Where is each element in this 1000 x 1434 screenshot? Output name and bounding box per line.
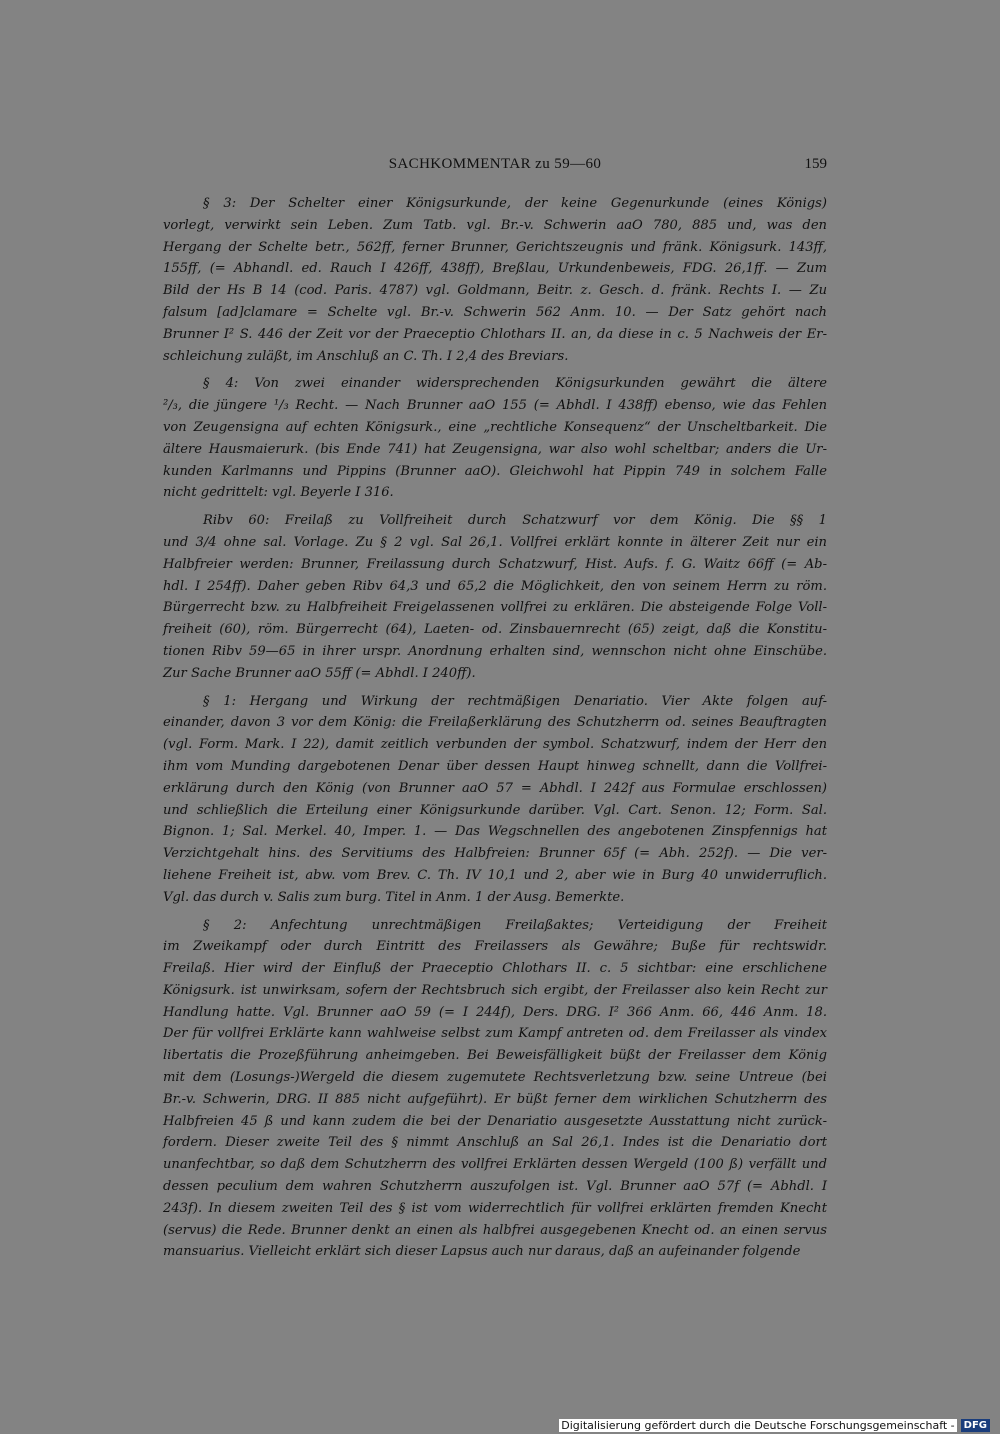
- text-line: 155ff, (= Abhandl. ed. Rauch I 426ff, 438ff), Breßlau, Urkundenbeweis, FDG. 26,1ff. — Zum: [163, 261, 827, 277]
- text-line: § 4: Von zwei einander widersprechenden Königsurkunden gewährt die ältere: [203, 376, 827, 392]
- text-line: liehene Freiheit ist, abw. vom Brev. C. Th. IV 10,1 und 2, aber wie in Burg 40 unwiderruflich.: [163, 867, 827, 883]
- paragraph: [163, 510, 827, 684]
- text-line: freiheit (60), röm. Bürgerrecht (64), Laeten- od. Zinsbauernrecht (65) zeigt, daß die Konstitu-: [163, 622, 827, 638]
- text-line: Der für vollfrei Erklärte kann wahlweise selbst zum Kampf antreten od. dem Freilasser als vindex: [163, 1026, 827, 1042]
- text-line: von Zeugensigna auf echten Königsurk., eine „rechtliche Konsequenz“ der Unscheltbarkeit. Die: [163, 419, 827, 435]
- text-line: Vgl. das durch v. Salis zum burg. Titel in Anm. 1 der Ausg. Bemerkte.: [163, 889, 625, 905]
- text-line: Bignon. 1; Sal. Merkel. 40, Imper. 1. — Das Wegschnellen des angebotenen Zinspfennigs hat: [163, 824, 827, 840]
- page-number: 159: [804, 156, 827, 172]
- text-line: Ribv 60: Freilaß zu Vollfreiheit durch Schatzwurf vor dem König. Die §§ 1: [203, 513, 827, 529]
- text-line: Bild der Hs B 14 (cod. Paris. 4787) vgl. Goldmann, Beitr. z. Gesch. d. fränk. Rechts I. — Zu: [163, 283, 827, 299]
- running-title: SACHKOMMENTAR zu 59—60: [388, 156, 602, 172]
- commentary-body: [163, 193, 827, 1263]
- text-line: im Zweikampf oder durch Eintritt des Freilassers als Gewähre; Buße für rechtswidr.: [163, 939, 827, 955]
- text-line: fordern. Dieser zweite Teil des § nimmt Anschluß an Sal 26,1. Indes ist die Denariatio dort: [163, 1135, 827, 1151]
- text-line: 243f). In diesem zweiten Teil des § ist vom widerrechtlich für vollfrei erklärten fremden Knecht: [163, 1200, 827, 1216]
- text-line: vorlegt, verwirkt sein Leben. Zum Tatb. vgl. Br.-v. Schwerin aaO 780, 885 und, was den: [163, 217, 827, 233]
- text-line: tionen Ribv 59—65 in ihrer urspr. Anordnung erhalten sind, wennschon nicht ohne Einschübe.: [163, 643, 827, 659]
- text-line: dessen peculium dem wahren Schutzherrn auszufolgen ist. Vgl. Brunner aaO 57f (= Abhdl. I: [163, 1179, 827, 1195]
- paragraph: [163, 915, 827, 1264]
- text-line: falsum [ad]clamare = Schelte vgl. Br.-v. Schwerin 562 Anm. 10. — Der Satz gehört nach: [163, 304, 827, 320]
- text-line: kunden Karlmanns und Pippins (Brunner aaO). Gleichwohl hat Pippin 749 in solchem Falle: [163, 463, 827, 479]
- text-line: Hergang der Schelte betr., 562ff, ferner Brunner, Gerichtszeugnis und fränk. Königsurk. 143ff,: [163, 239, 827, 255]
- text-line: Handlung hatte. Vgl. Brunner aaO 59 (= I 244f), Ders. DRG. I² 366 Anm. 66, 446 Anm. 18.: [163, 1004, 827, 1020]
- text-line: § 1: Hergang und Wirkung der rechtmäßigen Denariatio. Vier Akte folgen auf-: [203, 693, 827, 709]
- text-line: mansuarius. Vielleicht erklärt sich dieser Lapsus auch nur daraus, daß an aufeinander folgende: [163, 1244, 801, 1260]
- text-line: unanfechtbar, so daß dem Schutzherrn des vollfrei Erklärten dessen Wergeld (100 ß) verfällt und: [163, 1157, 827, 1173]
- text-line: Brunner I² S. 446 der Zeit vor der Praeceptio Chlothars II. an, da diese in c. 5 Nachweis der Er-: [163, 326, 827, 342]
- dfg-logo: DFG: [961, 1419, 990, 1432]
- paragraph: [163, 193, 827, 367]
- text-line: § 2: Anfechtung unrechtmäßigen Freilaßaktes; Verteidigung der Freiheit: [203, 917, 827, 933]
- text-line: Halbfreien 45 ß und kann zudem die bei der Denariatio ausgesetzte Ausstattung nicht zurück-: [163, 1113, 827, 1129]
- paragraph: [163, 373, 827, 504]
- text-line: Zur Sache Brunner aaO 55ff (= Abhdl. I 240ff).: [163, 665, 476, 681]
- text-line: einander, davon 3 vor dem König: die Freilaßerklärung des Schutzherrn od. seines Beauftragten: [163, 715, 827, 731]
- text-line: Halbfreier werden: Brunner, Freilassung durch Schatzwurf, Hist. Aufs. f. G. Waitz 66ff (= Ab-: [163, 556, 827, 572]
- text-line: ältere Hausmaierurk. (bis Ende 741) hat Zeugensigna, war also wohl scheltbar; anders die Ur-: [163, 441, 827, 457]
- text-line: ²/₃, die jüngere ¹/₃ Recht. — Nach Brunner aaO 155 (= Abhdl. I 438ff) ebenso, wie das Fehlen: [163, 398, 827, 414]
- text-line: (servus) die Rede. Brunner denkt an einen als halbfrei ausgegebenen Knecht od. an einen servus: [163, 1222, 827, 1238]
- text-line: schleichung zuläßt, im Anschluß an C. Th. I 2,4 des Breviars.: [163, 348, 569, 364]
- page-header: [163, 156, 827, 176]
- footer-text: Digitalisierung gefördert durch die Deutsche Forschungsgemeinschaft -: [561, 1418, 955, 1432]
- text-line: Br.-v. Schwerin, DRG. II 885 nicht aufgeführt). Er büßt ferner dem wirklichen Schutzherrn des: [163, 1091, 827, 1107]
- text-line: Königsurk. ist unwirksam, sofern der Rechtsbruch sich ergibt, der Freilasser also kein Recht zur: [163, 982, 827, 998]
- text-line: libertatis die Prozeßführung anheimgeben. Bei Beweisfälligkeit büßt der Freilasser dem König: [163, 1048, 827, 1064]
- paragraph: [163, 691, 827, 909]
- text-line: und 3/4 ohne sal. Vorlage. Zu § 2 vgl. Sal 26,1. Vollfrei erklärt konnte in älterer Zeit nur ein: [163, 534, 827, 550]
- text-line: Bürgerrecht bzw. zu Halbfreiheit Freigelassenen vollfrei zu erklären. Die absteigende Folge Voll-: [163, 600, 827, 616]
- footer-credit: [559, 1418, 990, 1432]
- text-line: erklärung durch den König (von Brunner aaO 57 = Abhdl. I 242f aus Formulae erschlossen): [163, 780, 827, 796]
- text-line: nicht gedrittelt: vgl. Beyerle I 316.: [163, 485, 394, 501]
- text-line: § 3: Der Schelter einer Königsurkunde, der keine Gegenurkunde (eines Königs): [203, 196, 827, 211]
- text-line: hdl. I 254ff). Daher geben Ribv 64,3 und 65,2 die Möglichkeit, den von seinem Herrn zu röm.: [163, 578, 827, 594]
- text-line: Freilaß. Hier wird der Einfluß der Praeceptio Chlothars II. c. 5 sichtbar: eine erschlichene: [163, 961, 827, 977]
- text-line: mit dem (Losungs-)Wergeld die diesem zugemutete Rechtsverletzung bzw. seine Untreue (bei: [163, 1070, 827, 1086]
- text-line: und schließlich die Erteilung einer Königsurkunde darüber. Vgl. Cart. Senon. 12; Form. Sal.: [163, 802, 827, 818]
- text-line: ihm vom Munding dargebotenen Denar über dessen Haupt hinweg schnellt, dann die Vollfrei-: [163, 758, 827, 774]
- text-line: Verzichtgehalt hins. des Servitiums des Halbfreien: Brunner 65f (= Abh. 252f). — Die ver-: [163, 846, 827, 862]
- text-line: (vgl. Form. Mark. I 22), damit zeitlich verbunden der symbol. Schatzwurf, indem der Herr den: [163, 737, 827, 753]
